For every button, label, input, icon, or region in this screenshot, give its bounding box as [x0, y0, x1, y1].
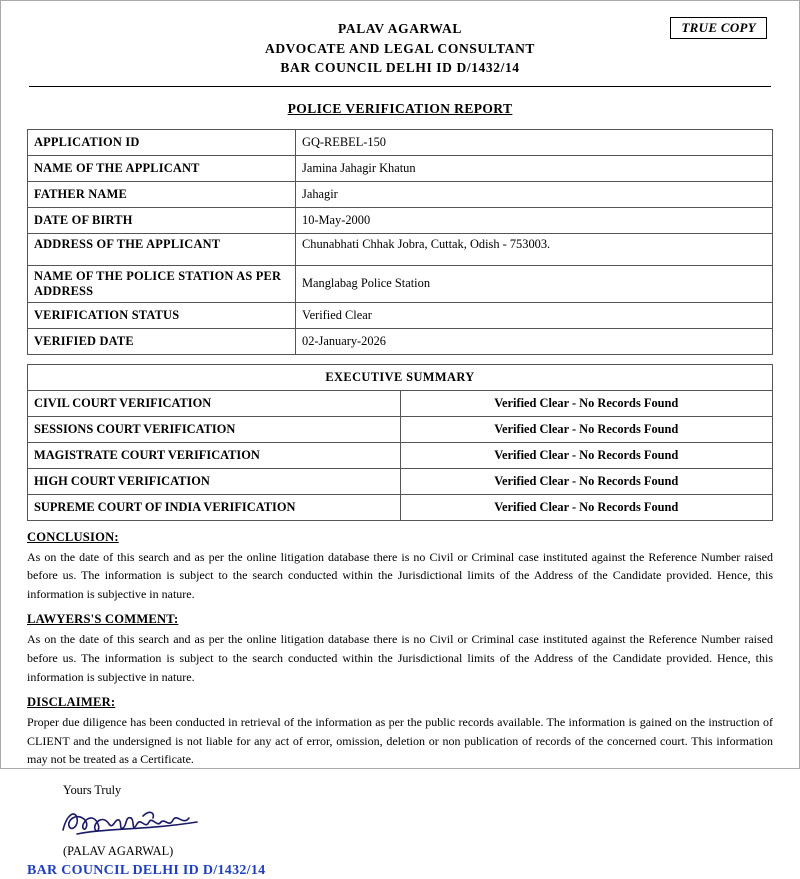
- advocate-name: PALAV AGARWAL: [338, 21, 462, 36]
- lawyers-comment-heading: LAWYERS'S COMMENT:: [27, 612, 179, 627]
- table-row: [28, 328, 773, 354]
- summary-value: Verified Clear - No Records Found: [400, 494, 773, 520]
- table-row: [28, 181, 773, 207]
- table-row: [28, 265, 773, 302]
- executive-summary-table: [27, 364, 773, 521]
- summary-label: MAGISTRATE COURT VERIFICATION: [28, 442, 401, 468]
- table-row: [28, 390, 773, 416]
- true-copy-stamp: TRUE COPY: [670, 17, 767, 39]
- lawyers-comment-section: [27, 612, 773, 686]
- table-row: [28, 233, 773, 265]
- executive-summary-heading: EXECUTIVE SUMMARY: [28, 364, 773, 390]
- detail-label: FATHER NAME: [28, 181, 296, 207]
- detail-label: NAME OF THE POLICE STATION AS PER ADDRESS: [28, 265, 296, 302]
- summary-value: Verified Clear - No Records Found: [400, 468, 773, 494]
- table-row: [28, 442, 773, 468]
- table-row: [28, 494, 773, 520]
- summary-value: Verified Clear - No Records Found: [400, 442, 773, 468]
- footer-bar-council-id: BAR COUNCIL DELHI ID D/1432/14: [27, 863, 266, 879]
- document-body: [1, 129, 799, 859]
- detail-label: ADDRESS OF THE APPLICANT: [28, 233, 296, 265]
- detail-value: Jahagir: [296, 181, 773, 207]
- letterhead: [1, 1, 799, 78]
- lawyers-comment-text: As on the date of this search and as per the online litigation database there is no Civil or Criminal case instituted against the Reference Number raised before us. The information is subject to the search conducted within the Jurisdictional limits of the Address of the Candidate provided. Hence, this information is subjective in nature.: [27, 632, 773, 684]
- summary-label: CIVIL COURT VERIFICATION: [28, 390, 401, 416]
- summary-value: Verified Clear - No Records Found: [400, 390, 773, 416]
- detail-label: NAME OF THE APPLICANT: [28, 155, 296, 181]
- conclusion-text: As on the date of this search and as per the online litigation database there is no Civil or Criminal case instituted against the Reference Number raised before us. The information is subject to the search conducted within the Jurisdictional limits of the Address of the Candidate provided. Hence, this information is subjective in nature.: [27, 549, 773, 601]
- handwritten-signature-icon: [57, 800, 207, 844]
- table-row: [28, 416, 773, 442]
- detail-value: Verified Clear: [296, 302, 773, 328]
- table-row: [28, 468, 773, 494]
- table-row: [28, 207, 773, 233]
- disclaimer-heading: DISCLAIMER:: [27, 695, 116, 710]
- detail-value: Jamina Jahagir Khatun: [296, 155, 773, 181]
- disclaimer-section: [27, 695, 773, 769]
- advocate-bar-id: BAR COUNCIL DELHI ID D/1432/14: [280, 60, 520, 76]
- header-divider: [29, 86, 771, 87]
- table-row: [28, 129, 773, 155]
- detail-value: 02-January-2026: [296, 328, 773, 354]
- page-title: POLICE VERIFICATION REPORT: [287, 100, 513, 116]
- disclaimer-text: Proper due diligence has been conducted in retrieval of the information as per the public records available. The information is gained on the instruction of CLIENT and the undersigned is not liable for any act of error, omission, deletion or non publication of records of the concerned court. This information may not be treated as a Certificate.: [27, 715, 773, 767]
- table-row: [28, 302, 773, 328]
- signer-name: (PALAV AGARWAL): [63, 844, 174, 859]
- yours-truly-label: Yours Truly: [63, 783, 122, 798]
- advocate-designation: ADVOCATE AND LEGAL CONSULTANT: [264, 40, 536, 56]
- detail-label: APPLICATION ID: [28, 129, 296, 155]
- signature-image: [57, 800, 773, 844]
- detail-value: Chunabhati Chhak Jobra, Cuttak, Odish - 753003.: [296, 233, 773, 265]
- detail-label: VERIFIED DATE: [28, 328, 296, 354]
- detail-value: GQ-REBEL-150: [296, 129, 773, 155]
- detail-value: 10-May-2000: [296, 207, 773, 233]
- detail-label: VERIFICATION STATUS: [28, 302, 296, 328]
- summary-label: SUPREME COURT OF INDIA VERIFICATION: [28, 494, 401, 520]
- summary-label: HIGH COURT VERIFICATION: [28, 468, 401, 494]
- applicant-details-table: [27, 129, 773, 355]
- summary-label: SESSIONS COURT VERIFICATION: [28, 416, 401, 442]
- conclusion-heading: CONCLUSION:: [27, 529, 119, 544]
- conclusion-section: [27, 530, 773, 604]
- table-row: [28, 155, 773, 181]
- detail-value: Manglabag Police Station: [296, 265, 773, 302]
- table-row: [28, 364, 773, 390]
- summary-value: Verified Clear - No Records Found: [400, 416, 773, 442]
- detail-label: DATE OF BIRTH: [28, 207, 296, 233]
